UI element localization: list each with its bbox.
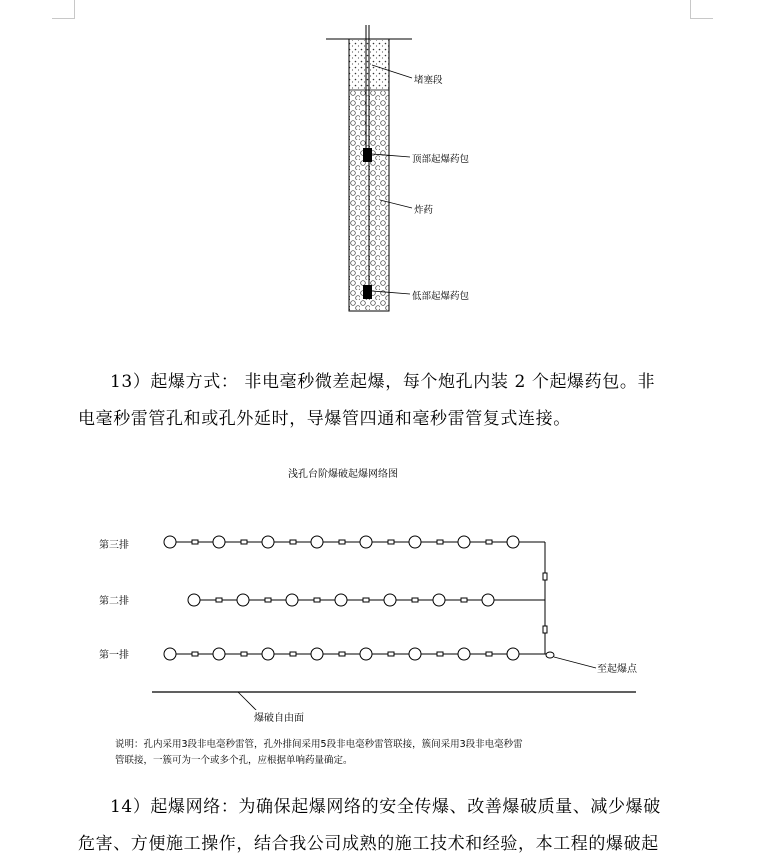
label-bottom-primer: 低部起爆药包 (412, 291, 470, 302)
network-note-line-1: 说明：孔内采用3段非电毫秒雷管，孔外排间采用5段非电毫秒雷管联接，簇间采用3段非电毫秒雷 (115, 739, 523, 750)
row-connector (543, 542, 547, 654)
paragraph-14-line-2: 危害、方便施工操作，结合我公司成熟的施工技术和经验，本工程的爆破起 (78, 834, 659, 854)
row-label-3: 第三排 (99, 540, 129, 551)
paragraph-14-line-1: 14）起爆网络：为确保起爆网络的安全传爆、改善爆破质量、减少爆破 (110, 797, 661, 817)
network-note (115, 737, 523, 769)
paragraph-13 (78, 364, 698, 438)
network-note-line-2: 管联接，一簇可为一个或多个孔，应根据单响药量确定。 (115, 755, 353, 766)
row-label-1: 第一排 (99, 650, 129, 661)
initiation-point-label: 至起爆点 (597, 664, 637, 675)
free-face-label: 爆破自由面 (254, 713, 304, 724)
label-explosive: 炸药 (414, 205, 434, 216)
label-top-primer: 顶部起爆药包 (412, 154, 470, 165)
paragraph-13-line-2: 电毫秒雷管孔和或孔外延时，导爆管四通和毫秒雷管复式连接。 (78, 409, 571, 429)
top-primer (363, 148, 372, 162)
bottom-primer (363, 285, 372, 299)
row-2-holes (188, 594, 545, 606)
paragraph-13-line-1: 13）起爆方式： 非电毫秒微差起爆，每个炮孔内装 2 个起爆药包。非 (110, 372, 656, 392)
row-label-2: 第二排 (99, 596, 129, 607)
network-title: 浅孔台阶爆破起爆网络图 (288, 469, 398, 480)
row-3-holes (164, 536, 545, 548)
borehole-diagram (0, 0, 776, 330)
row-1-holes (164, 648, 550, 660)
label-stemming: 堵塞段 (414, 75, 443, 86)
paragraph-14 (78, 789, 698, 863)
initiation-connector (546, 652, 554, 658)
